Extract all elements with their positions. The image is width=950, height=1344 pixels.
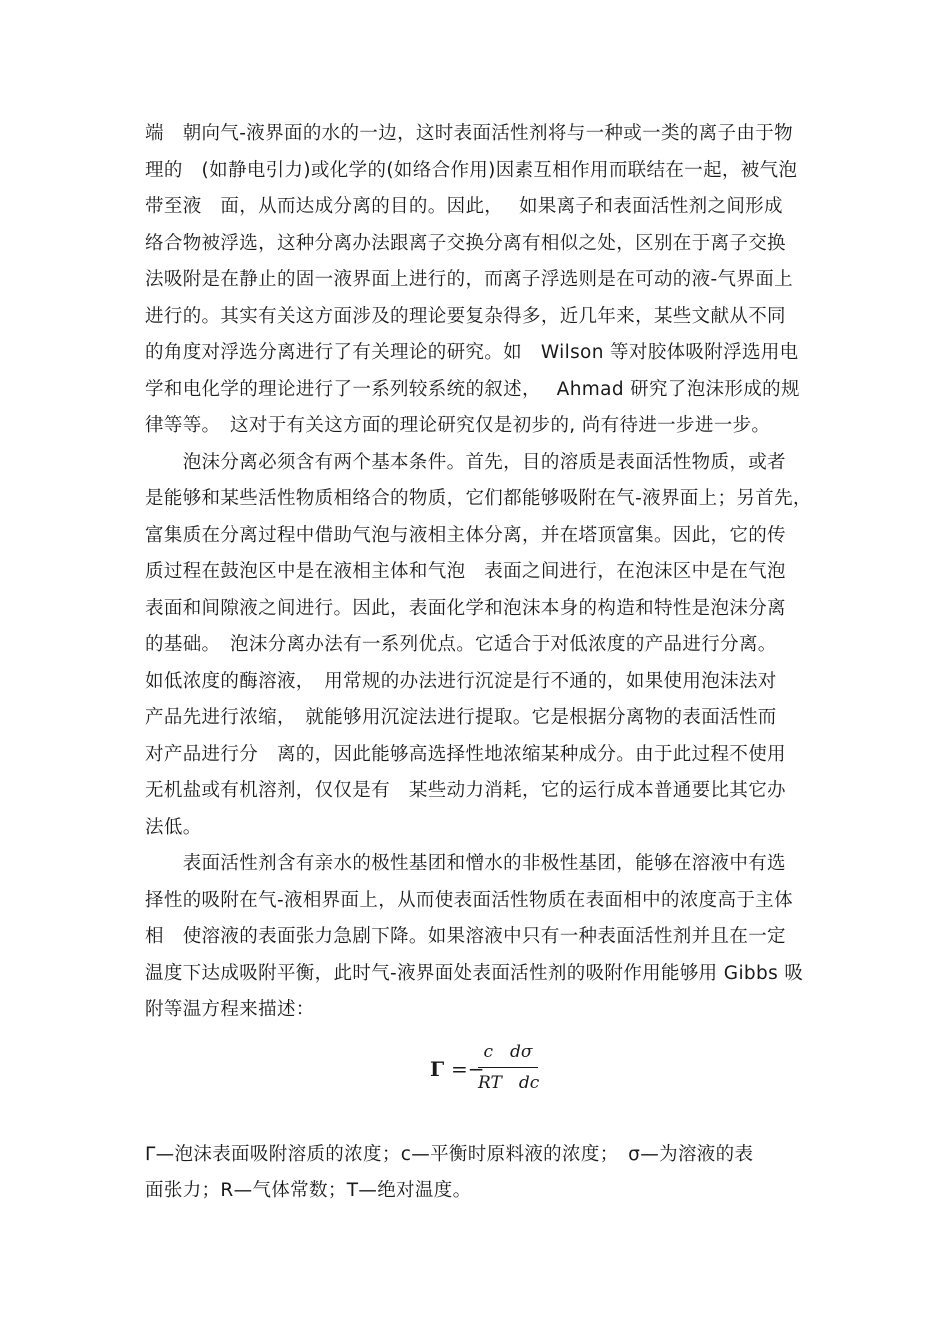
text-line: 络合物被浮选，这种分离办法跟离子交换分离有相似之处，区别在于离子交换 (145, 232, 786, 254)
text-line: 泡沫分离必须含有两个基本条件。首先，目的溶质是表面活性物质，或者 (145, 451, 786, 473)
text-line: 学和电化学的理论进行了一系列较系统的叙述， Ahmad 研究了泡沫形成的规 (145, 378, 800, 400)
text-line: 法吸附是在静止的固一液界面上进行的，而离子浮选则是在可动的液-气界面上 (145, 269, 793, 290)
text-line: 带至液 面，从而达成分离的目的。因此， 如果离子和表面活性剂之间形成 (145, 196, 783, 217)
fraction-bar (478, 1067, 538, 1068)
text-line: 对产品进行分 离的，因此能够高选择性地浓缩某种成分。由于此过程不使用 (145, 743, 786, 765)
formula-numerator: c dσ (483, 1041, 533, 1062)
text-line: 产品先进行浓缩， 就能够用沉淀法进行提取。它是根据分离物的表面活性而 (145, 707, 777, 728)
formula-denominator: RT dc (478, 1072, 540, 1093)
text-line: 进行的。其实有关这方面涉及的理论要复杂得多，近几年来，某些文献从不同 (145, 305, 786, 327)
text-line: 温度下达成吸附平衡，此时气-液界面处表面活性剂的吸附作用能够用 Gibbs 吸 (145, 962, 804, 984)
text-line: 的角度对浮选分离进行了有关理论的研究。如 Wilson 等对胶体吸附浮选用电 (145, 342, 799, 363)
text-line: 表面和间隙液之间进行。因此，表面化学和泡沫本身的构造和特性是泡沫分离 (145, 597, 786, 619)
paragraph-surfactant-adsorption (145, 846, 815, 1029)
text-line: 律等等。 这对于有关这方面的理论研究仅是初步的, 尚有待进一步进一步。 (145, 415, 771, 436)
formula-fraction (478, 1039, 538, 1096)
paragraph-symbol-definitions (145, 1137, 815, 1210)
text-line: 如低浓度的酶溶液， 用常规的办法进行沉淀是行不通的，如果使用泡沫法对 (145, 670, 777, 692)
text-line: 附等温方程来描述： (145, 999, 315, 1020)
text-line: 无机盐或有机溶剂，仅仅是有 某些动力消耗，它的运行成本普通要比其它办 (145, 780, 786, 801)
formula-equals: =− (451, 1056, 485, 1081)
text-line: 质过程在鼓泡区中是在液相主体和气泡 表面之间进行，在泡沫区中是在气泡 (145, 561, 786, 582)
spacer (145, 1125, 815, 1137)
text-line: 理的 (如静电引力)或化学的(如络合作用)因素互相作用而联结在一起，被气泡 (145, 159, 798, 181)
gibbs-adsorption-equation (145, 1035, 815, 1115)
text-line: 是能够和某些活性物质相络合的物质，它们都能够吸附在气-液界面上；另首先， (145, 488, 812, 509)
text-line: 的基础。 泡沫分离办法有一系列优点。它适合于对低浓度的产品进行分离。 (145, 634, 777, 655)
text-line: 相 使溶液的表面张力急剧下降。如果溶液中只有一种表面活性剂并且在一定 (145, 926, 786, 947)
document-page (145, 116, 815, 1210)
text-line: 择性的吸附在气-液相界面上，从而使表面活性物质在表面相中的浓度高于主体 (145, 889, 793, 911)
formula-lhs: Γ (430, 1056, 445, 1081)
text-line: 面张力；R—气体常数；T—绝对温度。 (145, 1180, 472, 1201)
text-line: 端 朝向气-液界面的水的一边，这时表面活性剂将与一种或一类的离子由于物 (145, 123, 793, 144)
paragraph-ion-flotation (145, 116, 815, 445)
text-line: 富集质在分离过程中借助气泡与液相主体分离，并在塔顶富集。因此，它的传 (145, 524, 786, 546)
text-line: 表面活性剂含有亲水的极性基团和憎水的非极性基团，能够在溶液中有选 (145, 853, 786, 874)
text-line: 法低。 (145, 816, 202, 838)
text-line: Γ—泡沫表面吸附溶质的浓度；c—平衡时原料液的浓度； σ—为溶液的表 (145, 1143, 754, 1165)
paragraph-foam-separation-conditions (145, 445, 815, 847)
